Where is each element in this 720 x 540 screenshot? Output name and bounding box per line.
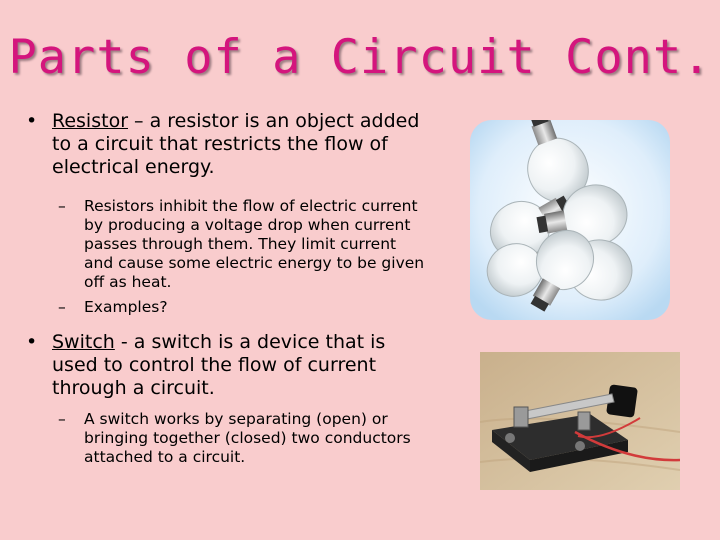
slide-title: Parts of a Circuit Cont. <box>8 30 712 85</box>
sub-marker: – <box>58 197 66 215</box>
sub-marker: – <box>58 298 66 316</box>
bullet-text: – a resistor is an object added to a circuit that restricts the flow of electrical energy. <box>52 110 420 178</box>
sub-bullet-text: Examples? <box>84 298 168 316</box>
bullet-marker: • <box>26 331 38 353</box>
sub-bullet-text: Resistors inhibit the flow of electric current by producing a voltage drop when current passes through them. They limit current and cause some electric energy to be given off as heat. <box>84 197 425 291</box>
term-switch: Switch <box>52 331 115 353</box>
bullet-text: - a switch is a device that is used to control the flow of current through a circuit. <box>52 331 386 399</box>
sub-bullet-examples <box>26 298 426 317</box>
term-resistor: Resistor <box>52 110 128 132</box>
bullet-resistor <box>26 110 426 179</box>
sub-bullet-text: A switch works by separating (open) or bringing together (closed) two conductors attached to a circuit. <box>84 410 411 466</box>
bullet-switch <box>26 331 426 400</box>
light-bulbs-image <box>470 120 670 320</box>
knife-switch-image <box>480 352 680 490</box>
sub-bullet-switch-works <box>26 410 426 467</box>
sub-marker: – <box>58 410 66 428</box>
slide-content <box>26 110 426 467</box>
sub-bullet-resistors-inhibit <box>26 197 426 292</box>
bullet-marker: • <box>26 110 38 132</box>
